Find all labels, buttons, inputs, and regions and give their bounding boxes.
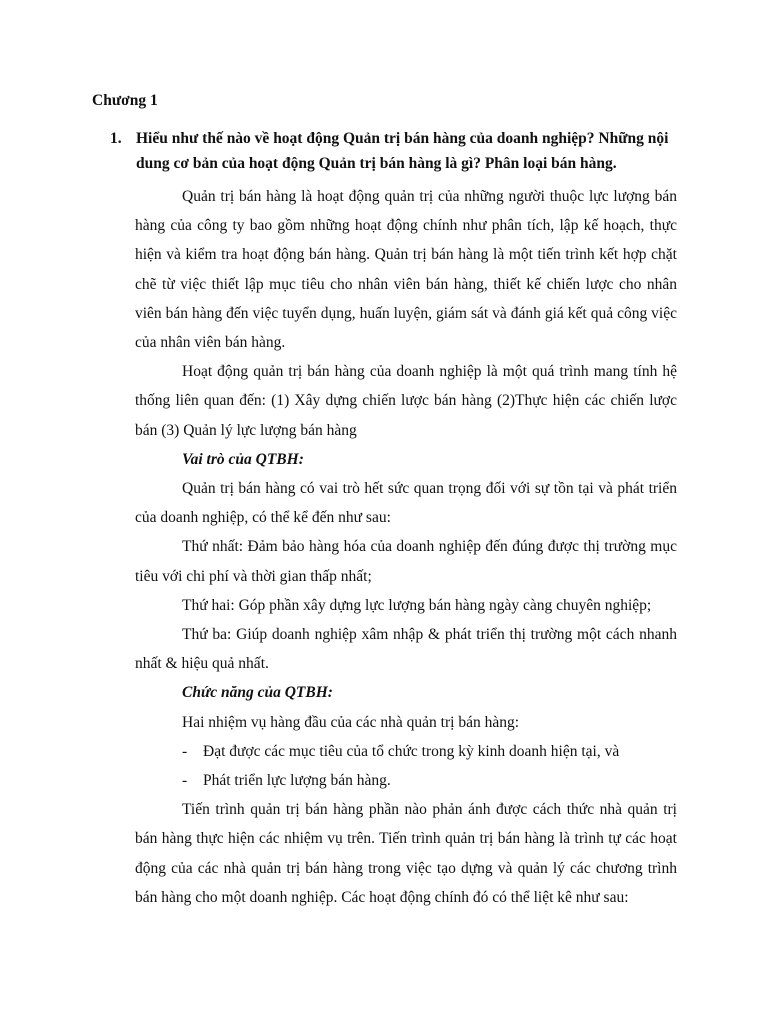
chapter-title: Chương 1 bbox=[92, 92, 158, 109]
list-item bbox=[135, 766, 677, 795]
list-item-text: Phát triển lực lượng bán hàng. bbox=[203, 772, 391, 790]
subheading-role: Vai trò của QTBH: bbox=[182, 450, 304, 468]
section-heading-text: Hiểu như thế nào về hoạt động Quản trị bán hàng của doanh nghiệp? Những nội dung cơ bản của hoạt động Quản trị bán hàng là gì? Phân loại bán hàng. bbox=[136, 130, 669, 172]
bullet-dash: - bbox=[182, 742, 188, 760]
paragraph: Hai nhiệm vụ hàng đầu của các nhà quản trị bán hàng: bbox=[182, 713, 520, 731]
paragraph: Quản trị bán hàng là hoạt động quản trị của những người thuộc lực lượng bán hàng của công ty bao gồm những hoạt động chính như phân tích, lập kế hoạch, thực hiện và kiểm tra hoạt động bán hàng. Quản trị bán hàng là một tiến trình kết hợp chặt chẽ từ việc thiết lập mục tiêu cho nhân viên bán hàng, thiết kế chiến lược cho nhân viên bán hàng đến việc tuyển dụng, huấn luyện, giám sát và đánh giá kết quả công việc của nhân viên bán hàng. bbox=[135, 188, 677, 352]
paragraph: Thứ ba: Giúp doanh nghiệp xâm nhập & phát triển thị trường một cách nhanh nhất & hiệu quả nhất. bbox=[135, 626, 677, 673]
body-text bbox=[135, 182, 677, 912]
paragraph: Hoạt động quản trị bán hàng của doanh nghiệp là một quá trình mang tính hệ thống liên quan đến: (1) Xây dựng chiến lược bán hàng (2)Thực hiện các chiến lược bán (3) Quản lý lực lượng bán hàng bbox=[135, 363, 677, 439]
list-item-text: Đạt được các mục tiêu của tổ chức trong kỳ kinh doanh hiện tại, và bbox=[203, 742, 620, 760]
bullet-dash: - bbox=[182, 772, 188, 790]
section-heading bbox=[110, 126, 680, 176]
paragraph: Thứ hai: Góp phần xây dựng lực lượng bán hàng ngày càng chuyên nghiệp; bbox=[182, 596, 652, 614]
subheading-function: Chức năng của QTBH: bbox=[182, 684, 333, 702]
paragraph: Tiến trình quản trị bán hàng phần nào phản ánh được cách thức nhà quản trị bán hàng thực hiện các nhiệm vụ trên. Tiến trình quản trị bán hàng là trình tự các hoạt động của các nhà quản trị bán hàng trong việc tạo dựng và quản lý các chương trình bán hàng cho một doanh nghiệp. Các hoạt động chính đó có thể liệt kê như sau: bbox=[135, 801, 677, 906]
paragraph: Quản trị bán hàng có vai trò hết sức quan trọng đối với sự tồn tại và phát triển của doanh nghiệp, có thể kể đến như sau: bbox=[135, 480, 677, 527]
list-item bbox=[135, 737, 677, 766]
section-number: 1. bbox=[110, 130, 122, 147]
paragraph: Thứ nhất: Đảm bảo hàng hóa của doanh nghiệp đến đúng được thị trường mục tiêu với chi phí và thời gian thấp nhất; bbox=[135, 538, 677, 585]
